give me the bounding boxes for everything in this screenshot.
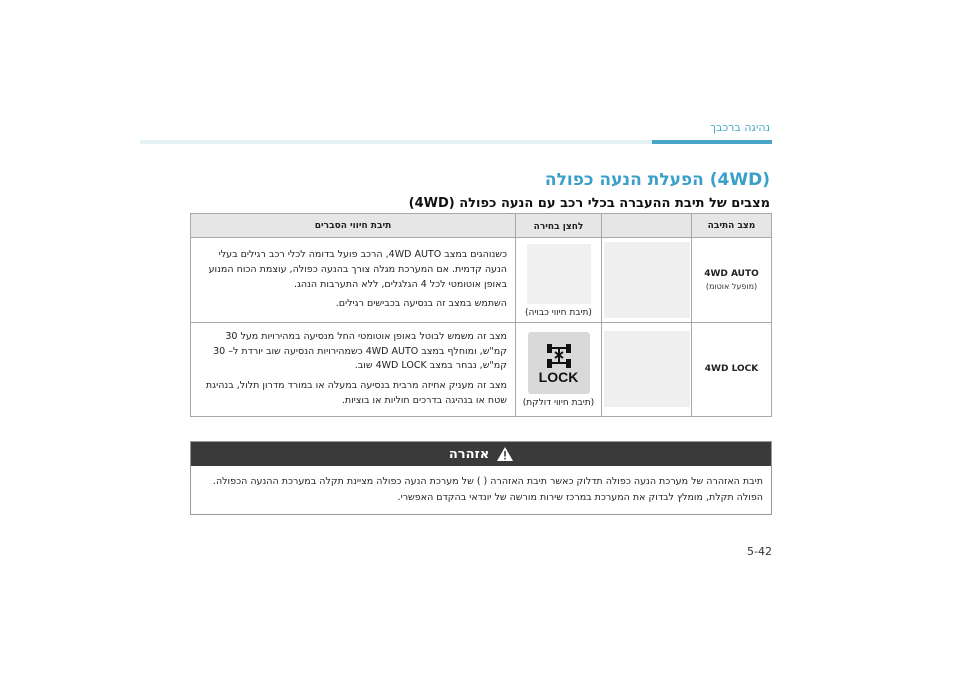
description-cell: [191, 323, 516, 417]
header-description: תיבת חיווי הסברים: [191, 214, 516, 238]
description-cell: [191, 238, 516, 323]
indicator-off-image: [527, 244, 591, 304]
header-rule: [140, 140, 772, 144]
modes-table: [190, 213, 772, 417]
page-number: 5-42: [747, 545, 772, 558]
mode-cell: [692, 323, 772, 417]
panel-caption: (תיבת חיווי דולקת): [522, 398, 595, 409]
table-row: [191, 238, 772, 323]
mode-name: 4WD LOCK: [704, 364, 759, 375]
warning-header: [191, 442, 771, 466]
table-row: [191, 323, 772, 417]
warning-box: [190, 441, 772, 515]
warning-text: תיבת האזהרה של מערכת הנעה כפולה תדלוק כאשר תיבת האזהרה ( ) של מערכת הנעה כפולה מציינת תקלה במערכת ההנעה הכפולה.: [212, 476, 763, 487]
header-mode: מצב התיבה: [692, 214, 772, 238]
section-title: (4WD) הפעלת הנעה כפולה: [544, 170, 770, 190]
display-image: [604, 331, 690, 407]
table-header-row: [191, 214, 772, 238]
panel-cell: [516, 238, 602, 323]
warning-body: [191, 466, 771, 514]
panel-cell: [516, 323, 602, 417]
panel-caption: (תיבת חיווי כבויה): [525, 308, 592, 318]
header-display-placeholder: [602, 214, 692, 238]
display-cell: [602, 323, 692, 417]
header-panel: לחצן בחירה: [516, 214, 602, 238]
display-cell: [602, 238, 692, 323]
mode-note: (מופעל אוטומ): [705, 282, 758, 291]
axle-icon: [544, 341, 574, 371]
description-para: כשנוהגים במצב 4WD AUTO, הרכב פועל בדומה לכלי רכב רגילים בעלי הנעה קדמית. אם המערכת מגלה צורך בהנעה כפולה, עוצמת הכוח המנוע באופן אוטומטי לכל 4 הגלגלים, ללא התערבות הנהג.: [208, 249, 507, 290]
running-head: נהיגה ברכבך: [710, 121, 770, 134]
lock-label: LOCK: [538, 369, 579, 386]
display-image: [604, 242, 690, 318]
mode-name: 4WD AUTO: [704, 269, 759, 279]
4wd-lock-icon: [528, 332, 590, 394]
description-para: השתמש במצב זה בנסיעה בכבישים רגילים.: [335, 298, 507, 310]
warning-triangle-icon: [497, 447, 513, 461]
warning-text: הפולה תקלת, מומלץ לבדוק את המערכת במרכז שירות מורשה של יונדאי בהקדם האפשרי.: [397, 492, 763, 504]
warning-title: אזהרה: [448, 446, 490, 462]
mode-cell: [692, 238, 772, 323]
sub-title: מצבים של תיבת ההעברה בכלי רכב עם הנעה כפולה (4WD): [408, 196, 770, 211]
description-para: מצב זה משמש לבוטל באופן אוטומטי החל מנסיעה במהירויות מעל 30 קמ"ש, ומוחלף במצב 4WD AUTO כשמהירויות הנסיעה שוב יורדת ל– 30 קמ"ש, נבחר במצב 4WD LOCK שוב.: [213, 331, 507, 372]
description-para: מצב זה מעניק אחיזה מרבית בנסיעה במעלה או במורד מדרון תלול, בנהיגת שטח או בנהיגה בדרכים חוליות או בוציות.: [205, 380, 507, 406]
